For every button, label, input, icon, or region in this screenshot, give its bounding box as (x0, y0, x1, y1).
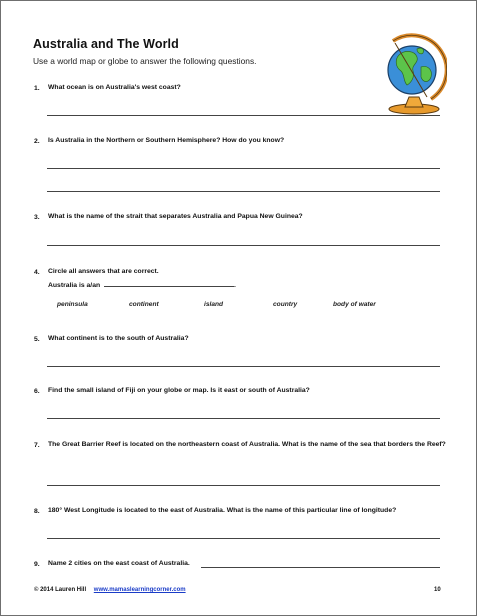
answer-option[interactable]: peninsula (57, 301, 88, 308)
question-number: 2. (34, 138, 40, 145)
question-text: Find the small island of Fiji on your globe or map. Is it east or south of Australia? (48, 387, 310, 394)
answer-line[interactable] (47, 168, 440, 169)
copyright-text: © 2014 Lauren Hill (34, 587, 87, 593)
answer-line[interactable] (47, 485, 440, 486)
question-text: What ocean is on Australia's west coast? (48, 84, 181, 91)
answer-line[interactable] (47, 418, 440, 419)
question-number: 1. (34, 85, 40, 92)
question-text: What continent is to the south of Australia? (48, 335, 189, 342)
question-number: 9. (34, 561, 40, 568)
worksheet-title: Australia and The World (33, 37, 179, 51)
website-link[interactable]: www.mamaslearningcorner.com (93, 587, 186, 593)
answer-line[interactable] (47, 115, 440, 116)
answer-option[interactable]: country (273, 301, 298, 308)
question-text: Is Australia in the Northern or Southern Hemisphere? How do you know? (48, 137, 285, 144)
answer-line[interactable] (47, 538, 440, 539)
answer-option[interactable]: body of water (333, 301, 376, 308)
question-text: The Great Barrier Reef is located on the northeastern coast of Australia. What is the name of the sea that borders the Reef? (48, 441, 446, 448)
question-number: 4. (34, 269, 40, 276)
fill-in-blank[interactable] (104, 279, 234, 287)
answer-option[interactable]: continent (129, 301, 159, 308)
question-number: 6. (34, 388, 40, 395)
question-text: Name 2 cities on the east coast of Australia. (48, 560, 190, 567)
worksheet-instructions: Use a world map or globe to answer the following questions. (33, 56, 257, 66)
question-text: Circle all answers that are correct. (48, 268, 159, 275)
answer-option[interactable]: island (204, 301, 224, 308)
answer-line[interactable] (201, 567, 440, 568)
answer-line[interactable] (47, 245, 440, 246)
question-number: 8. (34, 508, 40, 515)
question-number: 3. (34, 214, 40, 221)
globe-illustration (381, 27, 447, 115)
answer-line[interactable] (47, 366, 440, 367)
question-number: 7. (34, 442, 40, 449)
question-subtext (48, 279, 448, 293)
question-text: 180° West Longitude is located to the east of Australia. What is the name of this particular line of longitude? (48, 507, 397, 514)
sentence-start: Australia is a/an (48, 282, 101, 289)
question-number: 5. (34, 336, 40, 343)
page-number: 10 (434, 587, 441, 593)
question-text: What is the name of the strait that separates Australia and Papua New Guinea? (48, 213, 303, 220)
sentence-end: . (234, 282, 236, 289)
footer (34, 587, 186, 593)
answer-line[interactable] (47, 191, 440, 192)
